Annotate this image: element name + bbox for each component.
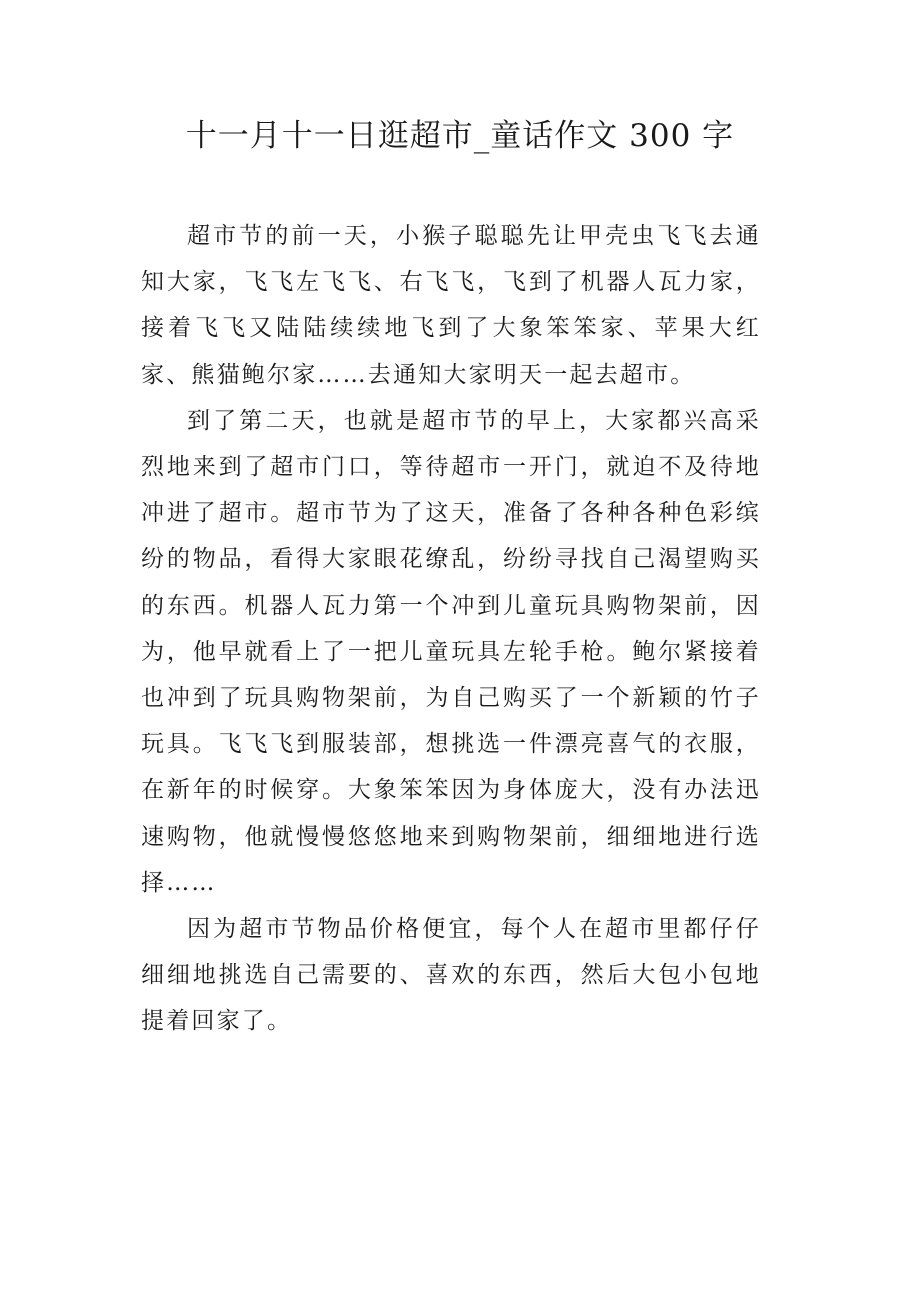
paragraph-3: 因为超市节物品价格便宜，每个人在超市里都仔仔细细地挑选自己需要的、喜欢的东西，然后大包小包地提着回家了。: [141, 916, 761, 1035]
paragraph-2: 到了第二天，也就是超市节的早上，大家都兴高采烈地来到了超市门口，等待超市一开门，就迫不及待地冲进了超市。超市节为了这天，准备了各种各种色彩缤纷的物品，看得大家眼花缭乱，纷纷寻找自己渴望购买的东西。机器人瓦力第一个冲到儿童玩具购物架前，因为，他早就看上了一把儿童玩具左轮手枪。鲍尔紧接着也冲到了玩具购物架前，为自己购买了一个新颖的竹子玩具。飞飞飞到服装部，想挑选一件漂亮喜气的衣服，在新年的时候穿。大象笨笨因为身体庞大，没有办法迅速购物，他就慢慢悠悠地来到购物架前，细细地进行选择……: [141, 407, 761, 896]
page-title: 十一月十一日逛超市_童话作文 300 字: [185, 118, 735, 154]
document-body: [141, 213, 761, 1045]
paragraph-1: 超市节的前一天，小猴子聪聪先让甲壳虫飞飞去通知大家，飞飞左飞飞、右飞飞，飞到了机器人瓦力家，接着飞飞又陆陆续续地飞到了大象笨笨家、苹果大红家、熊猫鲍尔家……去通知大家明天一起去超市。: [141, 223, 761, 388]
